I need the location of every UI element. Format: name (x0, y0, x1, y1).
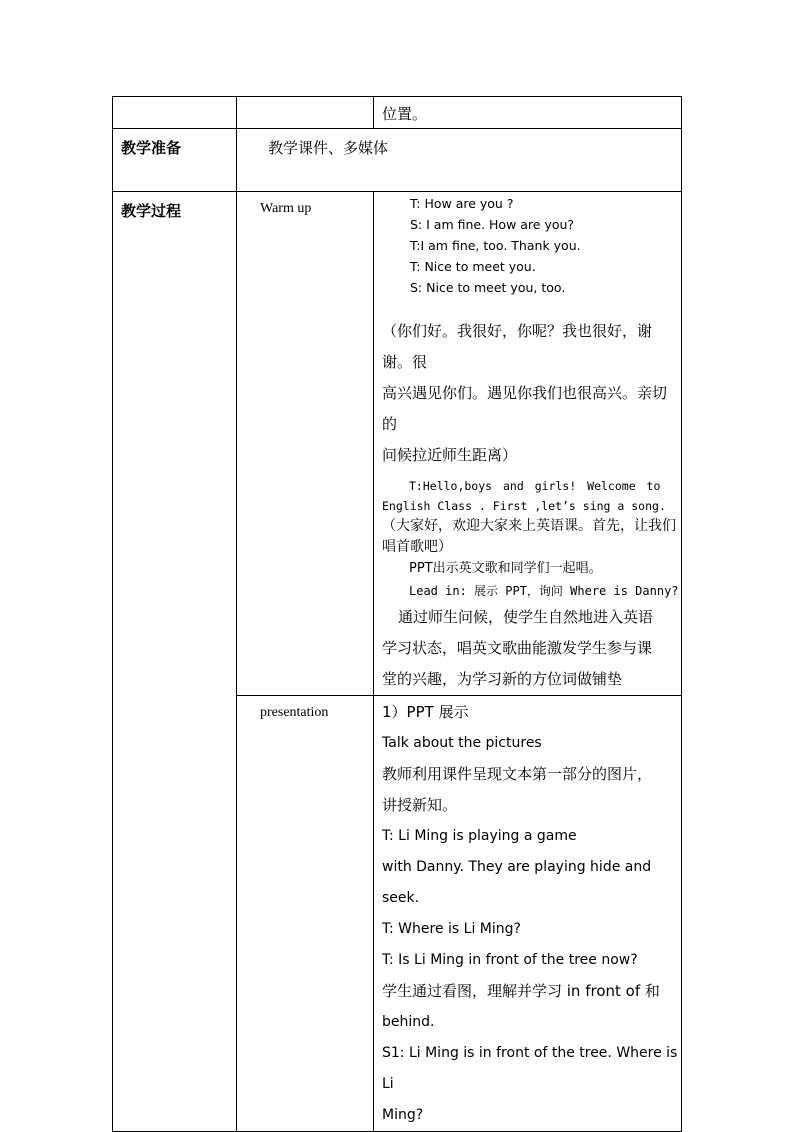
presentation-line: S1: Li Ming is in front of the tree. Where is Li (382, 1045, 678, 1092)
greeting-line-1: T:Hello,boys and girls! Welcome to (409, 479, 661, 493)
presentation-line: 讲授新知。 (382, 796, 458, 814)
presentation-line: 学生通过看图，理解并学习 in front of 和 (382, 982, 660, 1000)
row-position (113, 97, 682, 129)
row1-col2 (237, 97, 374, 129)
note-line: 高兴遇见你们。遇见你我们也很高兴。亲切的 (382, 384, 668, 433)
prep-content: 教学课件、多媒体 (268, 139, 389, 157)
presentation-line: Ming? (382, 1107, 424, 1123)
purpose-line: 通过师生问候，使学生自然地进入英语 (398, 608, 654, 626)
warmup-content-cell (374, 192, 682, 696)
presentation-line: T: Li Ming is playing a game (382, 828, 577, 844)
greeting-line-2: English Class . First ,let’s sing a song. (382, 499, 666, 513)
dialogue-line: T:I am fine, too. Thank you. (410, 238, 581, 253)
ppt-song-line: PPT出示英文歌和同学们一起唱。 (409, 561, 602, 576)
warmup-note (374, 298, 681, 471)
purpose-line: 堂的兴趣，为学习新的方位词做铺垫 (382, 670, 623, 688)
prep-content-cell (237, 129, 682, 192)
prep-label-cell (113, 129, 237, 192)
presentation-lines (374, 696, 681, 1131)
process-label-cell (113, 192, 237, 1132)
warmup-stage-label: Warm up (260, 201, 312, 216)
dialogue-line: T: Nice to meet you. (410, 259, 536, 274)
dialogue-line: S: I am fine. How are you? (410, 217, 575, 232)
lead-in-line: Lead in: 展示 PPT，询问 Where is Danny? (409, 584, 679, 598)
presentation-line: behind. (382, 1014, 435, 1030)
presentation-stage-cell (237, 696, 374, 1132)
greeting-cn-line: 唱首歌吧） (382, 539, 452, 555)
presentation-content-cell (374, 696, 682, 1132)
presentation-line: 教师利用课件呈现文本第一部分的图片， (382, 765, 653, 783)
presentation-line: T: Where is Li Ming? (382, 921, 521, 937)
process-label: 教学过程 (121, 202, 182, 220)
warmup-greeting (374, 471, 681, 602)
presentation-line: with Danny. They are playing hide and seek. (382, 859, 652, 906)
lesson-plan-table (112, 96, 682, 1132)
note-line: （你们好。我很好，你呢？我也很好，谢谢。很 (382, 322, 653, 371)
prep-label: 教学准备 (121, 139, 182, 157)
row-prep (113, 129, 682, 192)
row1-col1 (113, 97, 237, 129)
presentation-stage-label: presentation (260, 705, 329, 720)
presentation-line: 1）PPT 展示 (382, 703, 469, 721)
row-process-warmup (113, 192, 682, 696)
row1-col3 (374, 97, 682, 129)
warmup-purpose (374, 602, 681, 695)
warmup-dialogue (374, 192, 681, 298)
note-line: 问候拉近师生距离） (382, 446, 518, 464)
position-text: 位置。 (382, 105, 428, 123)
presentation-line: Talk about the pictures (382, 735, 542, 751)
presentation-line: T: Is Li Ming in front of the tree now? (382, 952, 638, 968)
purpose-line: 学习状态，唱英文歌曲能激发学生参与课 (382, 639, 653, 657)
greeting-cn-line: （大家好，欢迎大家来上英语课。首先，让我们 (382, 518, 676, 534)
warmup-stage-cell (237, 192, 374, 696)
dialogue-line: T: How are you ? (410, 196, 514, 211)
dialogue-line: S: Nice to meet you, too. (410, 280, 566, 295)
